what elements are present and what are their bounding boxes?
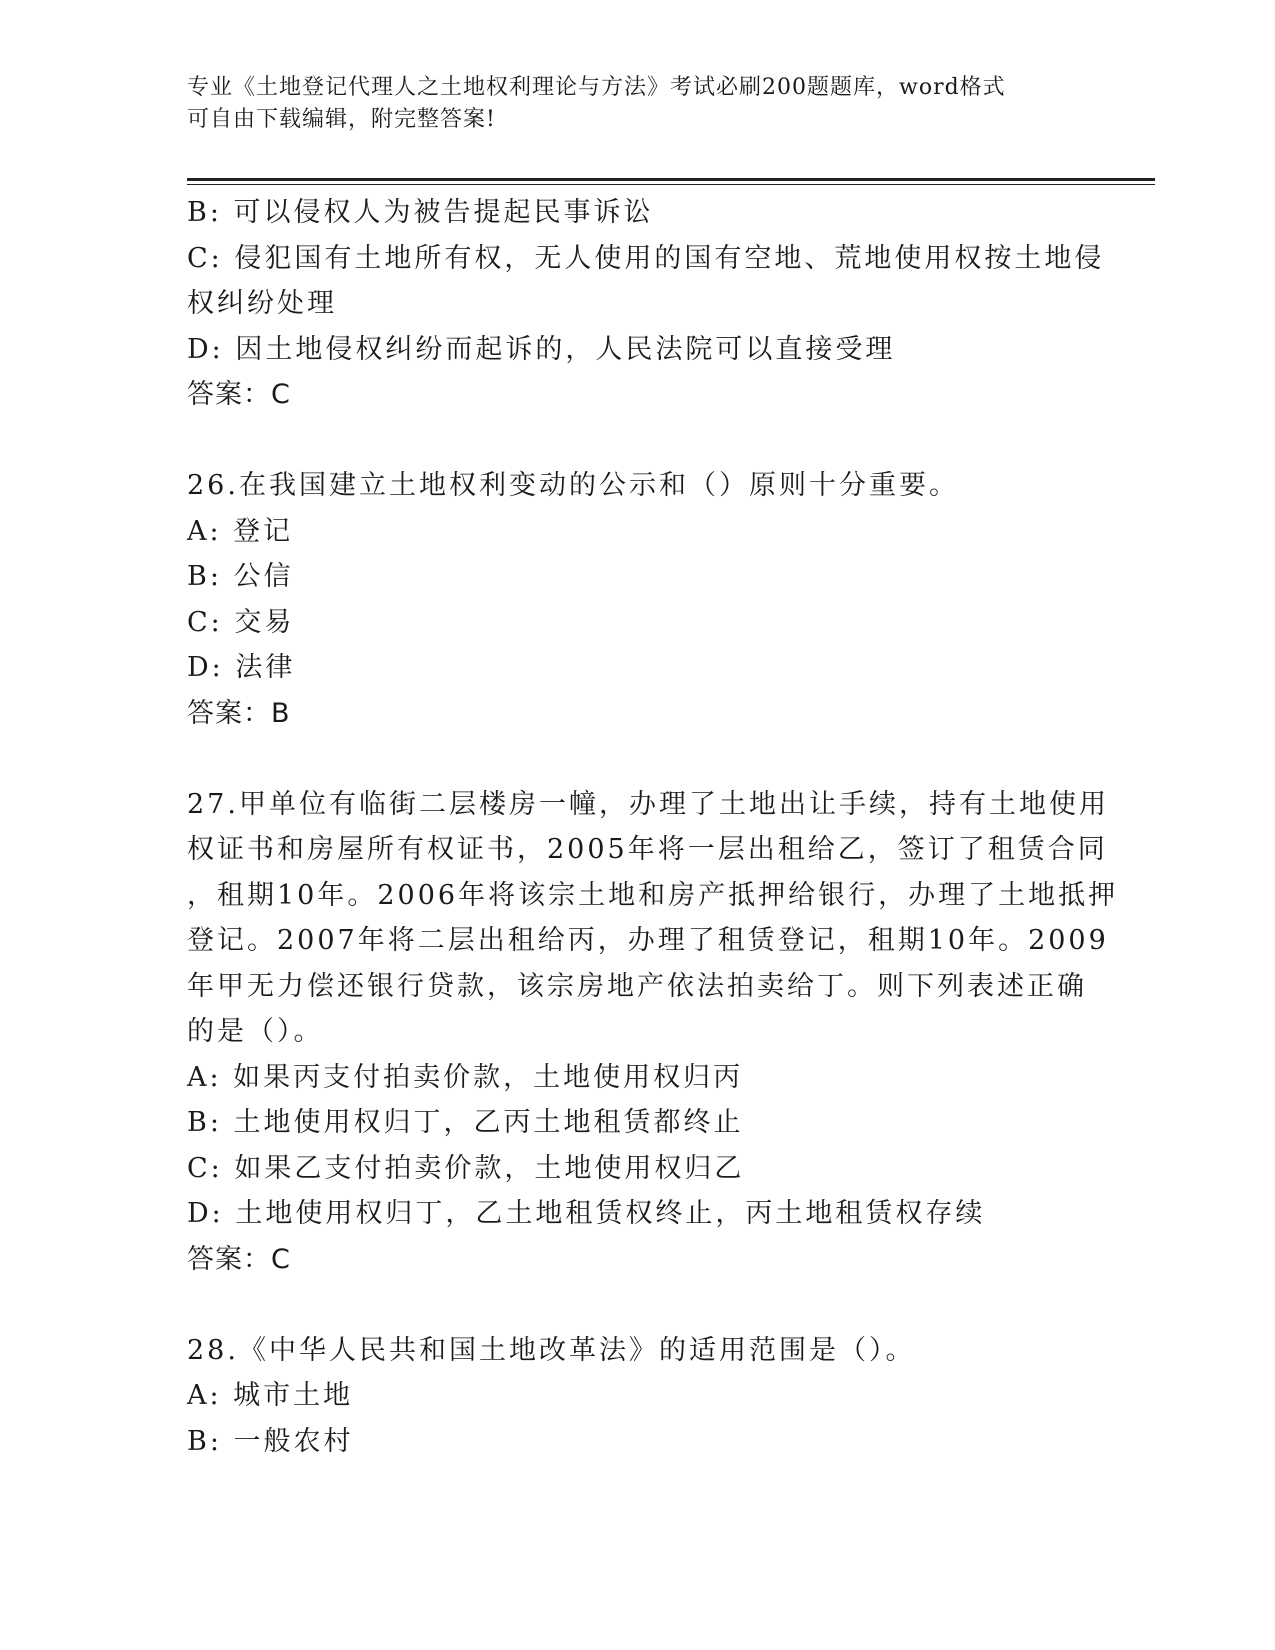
option-d: D: 土地使用权归丁，乙土地租赁权终止，丙土地租赁权存续 — [187, 1198, 986, 1229]
question-stem-continued: 的是（）。 — [187, 1016, 324, 1047]
question-stem-continued: ，租期10年。2006年将该宗土地和房产抵押给银行，办理了土地抵押 — [187, 879, 1119, 911]
option-a: A: 如果丙支付拍卖价款，土地使用权归丙 — [187, 1061, 744, 1093]
question-25-continued — [187, 190, 1105, 418]
option-b: B: 一般农村 — [187, 1425, 354, 1457]
option-d: D: 法律 — [187, 652, 296, 683]
question-28 — [187, 1328, 1087, 1465]
option-b: B: 可以侵权人为被告提起民事诉讼 — [187, 197, 654, 228]
question-stem-continued: 登记。2007年将二层出租给丙，办理了租赁登记，租期10年。2009 — [187, 925, 1109, 956]
answer: 答案：C — [187, 379, 291, 410]
question-stem: 26.在我国建立土地权利变动的公示和（）原则十分重要。 — [187, 470, 959, 501]
option-c: C: 如果乙支付拍卖价款，土地使用权归乙 — [187, 1152, 745, 1184]
option-a: A: 城市土地 — [187, 1380, 354, 1411]
option-c-continued: 权纠纷处理 — [187, 288, 337, 319]
question-stem: 28.《中华人民共和国土地改革法》的适用范围是（）。 — [187, 1334, 916, 1366]
header-title-line-2: 可自由下载编辑，附完整答案! — [187, 107, 496, 132]
option-b: B: 土地使用权归丁，乙丙土地租赁都终止 — [187, 1107, 744, 1138]
question-26 — [187, 463, 1087, 736]
option-d: D: 因土地侵权纠纷而起诉的，人民法院可以直接受理 — [187, 333, 896, 365]
header-title-line-1: 专业《土地登记代理人之土地权利理论与方法》考试必刷200题题库，word格式 — [187, 75, 1006, 100]
option-c: C: 侵犯国有土地所有权，无人使用的国有空地、荒地使用权按土地侵 — [187, 242, 1105, 274]
header-divider-thick — [187, 178, 1155, 181]
question-gap — [187, 736, 1087, 782]
answer: 答案：C — [187, 1243, 291, 1275]
question-27 — [187, 782, 1119, 1283]
answer: 答案：B — [187, 697, 291, 729]
option-a: A: 登记 — [187, 515, 294, 547]
question-stem-continued: 权证书和房屋所有权证书，2005年将一层出租给乙，签订了租赁合同 — [187, 834, 1108, 865]
question-gap — [187, 418, 1087, 464]
header-divider-thin — [187, 184, 1155, 185]
question-list — [187, 190, 1119, 1464]
question-stem-continued: 年甲无力偿还银行贷款，该宗房地产依法拍卖给丁。则下列表述正确 — [187, 970, 1087, 1002]
document-header — [187, 72, 1067, 136]
option-c: C: 交易 — [187, 606, 295, 638]
question-gap — [187, 1282, 1087, 1328]
option-b: B: 公信 — [187, 561, 294, 592]
question-stem: 27.甲单位有临街二层楼房一幢，办理了土地出让手续，持有土地使用 — [187, 788, 1109, 820]
